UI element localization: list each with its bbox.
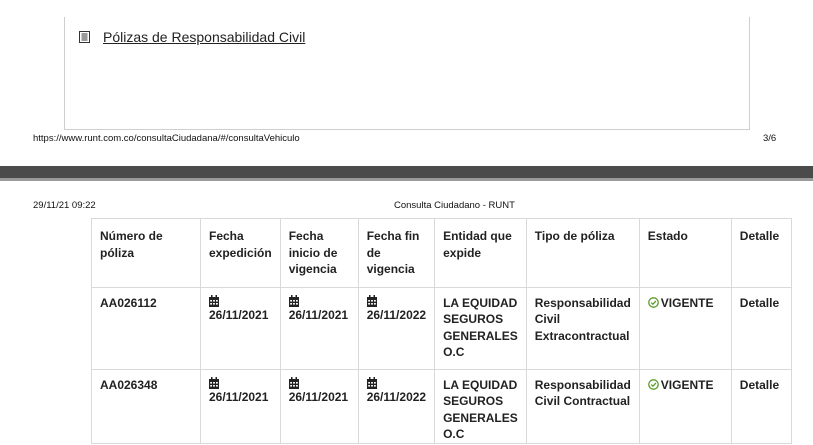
detail-link[interactable]: Detalle: [731, 287, 791, 369]
print-title: Consulta Ciudadano - RUNT: [394, 200, 515, 211]
check-circle-icon: [648, 297, 659, 308]
policy-type: Responsabilidad Civil Extracontractual: [526, 287, 639, 369]
status-cell: [639, 287, 731, 369]
page-separator: [0, 166, 813, 178]
policies-section: [64, 17, 750, 130]
detail-link[interactable]: Detalle: [731, 369, 791, 443]
status-badge: VIGENTE: [660, 377, 714, 392]
calendar-icon: [289, 295, 299, 307]
table-row: [92, 287, 792, 369]
start-date: 26/11/2021: [288, 307, 349, 322]
calendar-icon: [367, 295, 377, 307]
end-date-cell: [358, 287, 434, 369]
col-header: Fecha inicio de vigencia: [280, 219, 358, 288]
col-header: Fecha fin de vigencia: [358, 219, 434, 288]
issue-date: 26/11/2021: [209, 389, 269, 404]
start-date-cell: [280, 287, 358, 369]
footer-url: https://www.runt.com.co/consultaCiudadana/#/consultaVehiculo: [33, 133, 300, 144]
policies-table: [91, 218, 792, 444]
policy-number: AA026348: [92, 369, 201, 443]
calendar-icon: [209, 295, 219, 307]
col-header: Entidad que expide: [435, 219, 527, 288]
table-row: [92, 369, 792, 443]
calendar-icon: [367, 377, 377, 389]
end-date: 26/11/2022: [366, 307, 427, 322]
col-header: Detalle: [731, 219, 791, 288]
col-header: Fecha expedición: [201, 219, 281, 288]
issue-date: 26/11/2021: [209, 307, 269, 322]
issue-date-cell: [201, 369, 281, 443]
policy-type: Responsabilidad Civil Contractual: [526, 369, 639, 443]
issuer: LA EQUIDAD SEGUROS GENERALES O.C: [435, 369, 527, 443]
policy-number: AA026112: [92, 287, 201, 369]
calendar-icon: [209, 377, 219, 389]
status-cell: [639, 369, 731, 443]
end-date: 26/11/2022: [366, 389, 427, 404]
print-date: 29/11/21 09:22: [33, 200, 96, 211]
page-2: [0, 181, 813, 445]
issuer: LA EQUIDAD SEGUROS GENERALES O.C: [435, 287, 527, 369]
list-icon: [79, 31, 90, 43]
status-badge: VIGENTE: [660, 295, 714, 310]
start-date: 26/11/2021: [288, 389, 349, 404]
issue-date-cell: [201, 287, 281, 369]
check-circle-icon: [648, 379, 659, 390]
table-header-row: [92, 219, 792, 288]
col-header: Estado: [639, 219, 731, 288]
end-date-cell: [358, 369, 434, 443]
page-1: [0, 0, 813, 166]
calendar-icon: [289, 377, 299, 389]
policies-link-row[interactable]: [79, 29, 305, 45]
policies-link[interactable]: Pólizas de Responsabilidad Civil: [103, 29, 306, 45]
col-header: Tipo de póliza: [526, 219, 639, 288]
col-header: Número de póliza: [92, 219, 201, 288]
footer-page-number: 3/6: [763, 133, 777, 144]
start-date-cell: [280, 369, 358, 443]
